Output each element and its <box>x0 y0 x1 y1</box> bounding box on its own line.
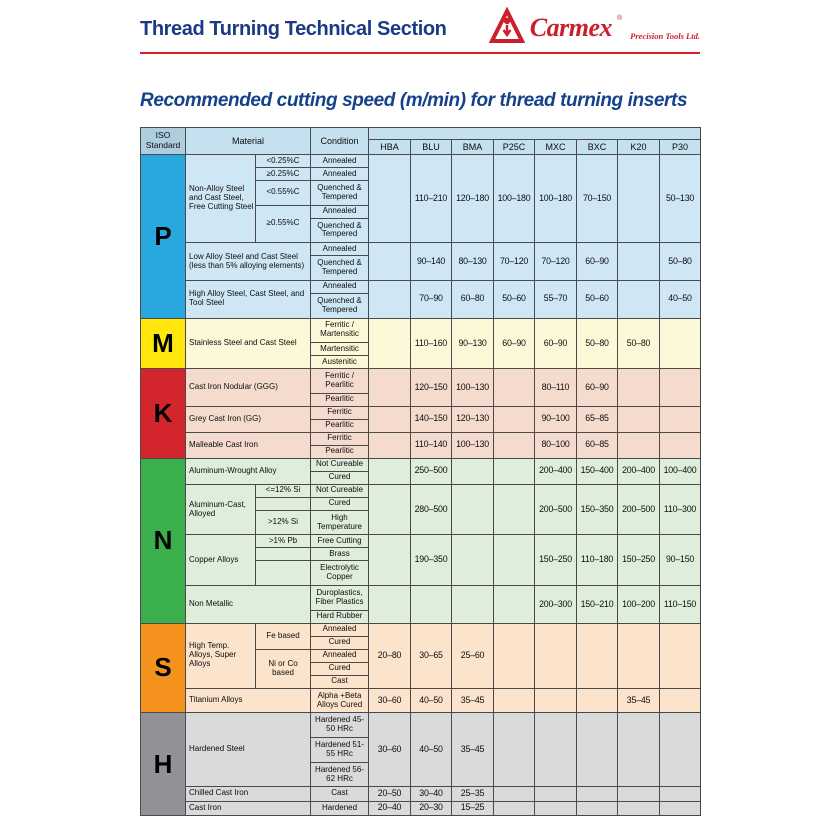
speed-value-cell <box>660 406 701 432</box>
speed-value-cell: 100–130 <box>452 369 494 407</box>
grade-column-header: P25C <box>494 140 535 155</box>
speed-value-cell: 50–80 <box>618 318 660 369</box>
condition-cell: Annealed <box>311 155 369 168</box>
grade-column-header: BXC <box>577 140 618 155</box>
material-cell: Malleable Cast Iron <box>186 432 311 458</box>
condition-cell: Cured <box>311 471 369 484</box>
table-row <box>141 586 701 611</box>
material-cell: Stainless Steel and Cast Steel <box>186 318 311 369</box>
speed-value-cell: 40–50 <box>411 713 452 787</box>
material-cell: Titanium Alloys <box>186 688 311 713</box>
table-row <box>141 406 701 419</box>
condition-cell: Cured <box>311 497 369 510</box>
speed-value-cell <box>369 432 411 458</box>
speed-value-cell: 30–65 <box>411 623 452 688</box>
material-cell: Non-Alloy Steel and Cast Steel, Free Cutting Steel <box>186 155 256 243</box>
condition-cell: Quenched & Tempered <box>311 180 369 205</box>
speed-value-cell <box>660 801 701 816</box>
speed-value-cell: 150–210 <box>577 586 618 624</box>
speed-value-cell: 80–100 <box>535 432 577 458</box>
speed-value-cell: 60–90 <box>577 369 618 407</box>
speed-value-cell <box>369 369 411 407</box>
speed-value-cell: 190–350 <box>411 535 452 586</box>
speed-value-cell: 30–40 <box>411 787 452 801</box>
speed-value-cell <box>369 535 411 586</box>
iso-letter-cell: K <box>141 369 186 459</box>
speed-value-cell <box>577 713 618 787</box>
condition-cell: Annealed <box>311 205 369 218</box>
condition-cell: Martensitic <box>311 343 369 356</box>
speed-value-cell <box>494 432 535 458</box>
material-cell: Grey Cast Iron (GG) <box>186 406 311 432</box>
material-cell: Cast Iron Nodular (GGG) <box>186 369 311 407</box>
condition-cell: Not Cureable <box>311 484 369 497</box>
condition-cell: Austenitic <box>311 356 369 369</box>
speed-value-cell <box>535 801 577 816</box>
speed-value-cell <box>660 432 701 458</box>
table-row <box>141 458 701 471</box>
brand-logo <box>489 6 700 50</box>
speed-value-cell: 60–85 <box>577 432 618 458</box>
table-row <box>141 318 701 343</box>
speed-value-cell <box>369 155 411 243</box>
speed-value-cell: 100–180 <box>535 155 577 243</box>
speed-value-cell: 120–180 <box>452 155 494 243</box>
speed-value-cell: 100–130 <box>452 432 494 458</box>
condition-cell: Pearlitic <box>311 445 369 458</box>
material-cell: Chilled Cast Iron <box>186 787 311 801</box>
speed-value-cell <box>577 787 618 801</box>
speed-value-cell: 90–100 <box>535 406 577 432</box>
speed-value-cell: 20–40 <box>369 801 411 816</box>
condition-cell: Ferritic / Pearlitic <box>311 369 369 394</box>
speed-value-cell: 20–30 <box>411 801 452 816</box>
speed-value-cell: 40–50 <box>411 688 452 713</box>
speed-value-cell <box>660 623 701 688</box>
speed-value-cell <box>369 458 411 484</box>
speed-value-cell: 120–130 <box>452 406 494 432</box>
speed-value-cell: 150–350 <box>577 484 618 535</box>
grade-column-header: HBA <box>369 140 411 155</box>
speed-value-cell: 200–300 <box>535 586 577 624</box>
speed-value-cell: 20–50 <box>369 787 411 801</box>
grade-column-header: MXC <box>535 140 577 155</box>
speed-value-cell: 50–60 <box>494 280 535 318</box>
speed-value-cell: 15–25 <box>452 801 494 816</box>
grades-group-header <box>369 128 701 140</box>
speed-value-cell <box>535 623 577 688</box>
grade-column-header: BLU <box>411 140 452 155</box>
speed-value-cell <box>369 280 411 318</box>
condition-cell: Hardened 51-55 HRc <box>311 738 369 763</box>
material-cell: High Alloy Steel, Cast Steel, and Tool Steel <box>186 280 311 318</box>
table-header-row <box>141 128 701 140</box>
speed-value-cell <box>369 406 411 432</box>
speed-value-cell <box>369 586 411 624</box>
table-row <box>141 155 701 168</box>
condition-cell: Quenched & Tempered <box>311 218 369 243</box>
speed-value-cell: 110–160 <box>411 318 452 369</box>
grade-column-header: K20 <box>618 140 660 155</box>
speed-table-body <box>141 155 701 816</box>
speed-value-cell <box>452 586 494 624</box>
speed-value-cell <box>618 787 660 801</box>
speed-value-cell: 120–150 <box>411 369 452 407</box>
speed-value-cell: 90–130 <box>452 318 494 369</box>
speed-value-cell: 65–85 <box>577 406 618 432</box>
speed-value-cell: 30–60 <box>369 688 411 713</box>
material-subtype-cell <box>256 548 311 561</box>
speed-value-cell: 150–250 <box>618 535 660 586</box>
speed-value-cell <box>535 688 577 713</box>
speed-value-cell: 35–45 <box>618 688 660 713</box>
material-subtype-cell: ≥0.25%C <box>256 167 311 180</box>
section-subtitle: Recommended cutting speed (m/min) for thread turning inserts <box>140 90 688 111</box>
condition-cell: Duroplastics, Fiber Plastics <box>311 586 369 611</box>
speed-value-cell: 90–150 <box>660 535 701 586</box>
registered-mark: ® <box>617 14 623 22</box>
iso-letter-cell: S <box>141 623 186 713</box>
material-subtype-cell: <0.55%C <box>256 180 311 205</box>
speed-value-cell <box>369 484 411 535</box>
condition-cell: Brass <box>311 548 369 561</box>
speed-value-cell: 60–90 <box>494 318 535 369</box>
brand-tagline: Precision Tools Ltd. <box>630 31 700 41</box>
condition-cell: Ferritic / Martensitic <box>311 318 369 343</box>
speed-value-cell <box>494 586 535 624</box>
table-row <box>141 535 701 548</box>
iso-letter-cell: M <box>141 318 186 369</box>
speed-value-cell: 20–80 <box>369 623 411 688</box>
iso-letter-cell: H <box>141 713 186 816</box>
speed-value-cell: 150–400 <box>577 458 618 484</box>
speed-value-cell <box>494 713 535 787</box>
speed-value-cell: 25–60 <box>452 623 494 688</box>
grade-column-header: BMA <box>452 140 494 155</box>
speed-value-cell: 80–130 <box>452 243 494 281</box>
speed-value-cell: 110–300 <box>660 484 701 535</box>
speed-value-cell <box>660 688 701 713</box>
material-cell: Low Alloy Steel and Cast Steel (less than 5% alloying elements) <box>186 243 311 281</box>
speed-value-cell: 70–90 <box>411 280 452 318</box>
material-subtype-cell: <0.25%C <box>256 155 311 168</box>
speed-value-cell <box>618 801 660 816</box>
speed-value-cell <box>452 458 494 484</box>
speed-value-cell: 50–80 <box>660 243 701 281</box>
speed-value-cell: 200–500 <box>535 484 577 535</box>
speed-value-cell: 100–200 <box>618 586 660 624</box>
condition-cell: Electrolytic Copper <box>311 561 369 586</box>
speed-value-cell: 25–35 <box>452 787 494 801</box>
condition-cell: Not Cureable <box>311 458 369 471</box>
iso-standard-header: ISO Standard <box>141 128 186 155</box>
speed-value-cell: 90–140 <box>411 243 452 281</box>
cutting-speed-table <box>140 127 701 816</box>
table-row <box>141 280 701 293</box>
condition-cell: Hardened <box>311 801 369 816</box>
condition-cell: Pearlitic <box>311 419 369 432</box>
speed-value-cell <box>494 535 535 586</box>
speed-value-cell: 140–150 <box>411 406 452 432</box>
table-row <box>141 243 701 256</box>
speed-value-cell: 110–180 <box>577 535 618 586</box>
speed-value-cell <box>577 801 618 816</box>
condition-cell: Quenched & Tempered <box>311 293 369 318</box>
speed-value-cell <box>660 369 701 407</box>
material-cell: Cast Iron <box>186 801 311 816</box>
speed-value-cell: 110–150 <box>660 586 701 624</box>
speed-value-cell: 80–110 <box>535 369 577 407</box>
table-row <box>141 623 701 636</box>
speed-value-cell: 110–210 <box>411 155 452 243</box>
speed-value-cell: 150–250 <box>535 535 577 586</box>
condition-cell: Ferritic <box>311 406 369 419</box>
material-subtype-cell: >12% Si <box>256 510 311 535</box>
iso-letter-cell: N <box>141 458 186 623</box>
table-row <box>141 787 701 801</box>
condition-cell: Cured <box>311 636 369 649</box>
grade-column-header: P30 <box>660 140 701 155</box>
speed-value-cell: 40–50 <box>660 280 701 318</box>
header-divider <box>140 52 700 54</box>
speed-value-cell <box>494 369 535 407</box>
speed-value-cell <box>494 406 535 432</box>
speed-value-cell <box>618 280 660 318</box>
speed-value-cell: 110–140 <box>411 432 452 458</box>
condition-header: Condition <box>311 128 369 155</box>
table-row <box>141 432 701 445</box>
condition-cell: Cast <box>311 675 369 688</box>
brand-name: Carmex <box>529 13 612 42</box>
table-row <box>141 801 701 816</box>
material-header: Material <box>186 128 311 155</box>
speed-value-cell: 200–400 <box>618 458 660 484</box>
material-subtype-cell: Fe based <box>256 623 311 649</box>
speed-value-cell: 200–500 <box>618 484 660 535</box>
condition-cell: Pearlitic <box>311 393 369 406</box>
condition-cell: Free Cutting <box>311 535 369 548</box>
condition-cell: Annealed <box>311 649 369 662</box>
material-cell: Copper Alloys <box>186 535 256 586</box>
speed-value-cell: 35–45 <box>452 688 494 713</box>
speed-value-cell: 50–80 <box>577 318 618 369</box>
speed-value-cell <box>494 484 535 535</box>
condition-cell: Hardened 56-62 HRc <box>311 762 369 787</box>
speed-value-cell <box>411 586 452 624</box>
speed-value-cell: 280–500 <box>411 484 452 535</box>
speed-value-cell <box>618 369 660 407</box>
condition-cell: Cured <box>311 662 369 675</box>
speed-value-cell <box>535 787 577 801</box>
table-row <box>141 484 701 497</box>
condition-cell: Alpha +Beta Alloys Cured <box>311 688 369 713</box>
speed-value-cell: 70–120 <box>535 243 577 281</box>
speed-value-cell <box>618 623 660 688</box>
speed-value-cell: 70–150 <box>577 155 618 243</box>
condition-cell: Ferritic <box>311 432 369 445</box>
speed-value-cell: 55–70 <box>535 280 577 318</box>
table-row <box>141 688 701 713</box>
material-subtype-cell: <=12% Si <box>256 484 311 497</box>
material-cell: Non Metallic <box>186 586 311 624</box>
condition-cell: Annealed <box>311 167 369 180</box>
speed-value-cell <box>369 243 411 281</box>
speed-value-cell <box>535 713 577 787</box>
speed-value-cell: 100–180 <box>494 155 535 243</box>
material-cell: Hardened Steel <box>186 713 311 787</box>
iso-letter-cell: P <box>141 155 186 319</box>
material-subtype-cell: Ni or Co based <box>256 649 311 688</box>
speed-value-cell: 100–400 <box>660 458 701 484</box>
table-row <box>141 369 701 394</box>
condition-cell: Annealed <box>311 623 369 636</box>
speed-value-cell <box>618 243 660 281</box>
speed-value-cell <box>618 432 660 458</box>
material-subtype-cell: >1% Pb <box>256 535 311 548</box>
speed-value-cell: 60–90 <box>535 318 577 369</box>
speed-value-cell <box>577 688 618 713</box>
condition-cell: Hardened 45-50 HRc <box>311 713 369 738</box>
table-row <box>141 713 701 738</box>
speed-value-cell <box>618 406 660 432</box>
speed-value-cell <box>494 787 535 801</box>
speed-value-cell <box>452 535 494 586</box>
page-title: Thread Turning Technical Section <box>140 18 447 40</box>
speed-value-cell <box>577 623 618 688</box>
speed-value-cell: 70–120 <box>494 243 535 281</box>
speed-value-cell <box>494 623 535 688</box>
speed-value-cell <box>618 155 660 243</box>
speed-value-cell <box>369 318 411 369</box>
material-cell: Aluminum-Cast, Alloyed <box>186 484 256 535</box>
speed-value-cell <box>660 787 701 801</box>
speed-value-cell <box>494 688 535 713</box>
condition-cell: Annealed <box>311 280 369 293</box>
speed-value-cell: 35–45 <box>452 713 494 787</box>
speed-value-cell <box>660 318 701 369</box>
speed-value-cell: 50–130 <box>660 155 701 243</box>
speed-value-cell <box>660 713 701 787</box>
speed-value-cell <box>494 458 535 484</box>
speed-value-cell: 30–60 <box>369 713 411 787</box>
speed-value-cell: 60–80 <box>452 280 494 318</box>
speed-value-cell: 60–90 <box>577 243 618 281</box>
material-subtype-cell <box>256 497 311 510</box>
speed-value-cell: 200–400 <box>535 458 577 484</box>
material-subtype-cell: ≥0.55%C <box>256 205 311 243</box>
carmex-triangle-icon <box>489 7 525 50</box>
material-cell: High Temp. Alloys, Super Alloys <box>186 623 256 688</box>
material-subtype-cell <box>256 561 311 586</box>
condition-cell: Cast <box>311 787 369 801</box>
condition-cell: Annealed <box>311 243 369 256</box>
speed-value-cell <box>618 713 660 787</box>
condition-cell: Quenched & Tempered <box>311 256 369 281</box>
speed-value-cell <box>452 484 494 535</box>
condition-cell: High Temperature <box>311 510 369 535</box>
speed-value-cell: 50–60 <box>577 280 618 318</box>
material-cell: Aluminum-Wrought Alloy <box>186 458 311 484</box>
speed-value-cell: 250–500 <box>411 458 452 484</box>
speed-value-cell <box>494 801 535 816</box>
condition-cell: Hard Rubber <box>311 610 369 623</box>
